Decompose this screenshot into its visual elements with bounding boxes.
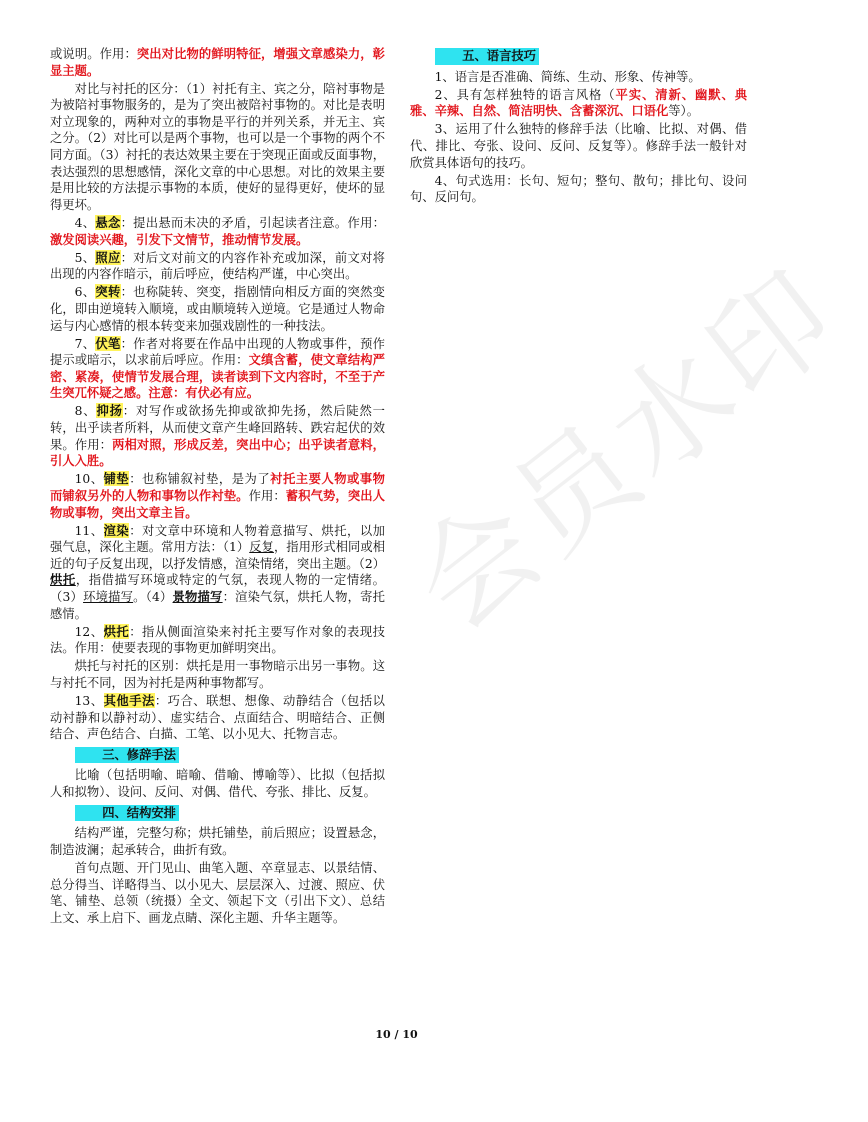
item-language-4: 4、句式选用：长句、短句；整句、散句；排比句、设问句、反问句。 [410,173,747,205]
paragraph-contrast-vs-foil: 对比与衬托的区分：（1）衬托有主、宾之分，陪衬事物是为被陪衬事物服务的，是为了突出被陪衬事物的。对比是表明对立现象的，两种对立的事物是平行的并列关系，并无主、宾之分。（2）对比可以是两个事物，也可以是一个事物的两个不同方面。（3）衬托的表达效果主要在于突现正面或反面事物，表达强烈的思想感情，深化文章的中心思想。对比的效果主要是用比较的方法提示事物的本质，使好的显得更好，使坏的显得更坏。 [50,81,385,212]
left-column [50,46,385,928]
term-other-techniques: 其他手法 [103,693,155,709]
item-backdrop: 12、烘托：指从侧面渲染来衬托主要写作对象的表现技法。作用：使要表现的事物更加鲜明突出。 [50,623,385,656]
section-heading-structure: 四、结构安排 [75,805,179,822]
item-echo: 5、照应：对后文对前文的内容作补充或加深，前文对将出现的内容作暗示，前后呼应，使结构严谨，中心突出。 [50,249,385,282]
paragraph-backdrop-vs-foil: 烘托与衬托的区别：烘托是用一事物暗示出另一事物。这与衬托不同，因为衬托是两种事物都写。 [50,659,385,690]
term-echo: 照应 [95,249,121,265]
section-heading-language: 五、语言技巧 [435,48,539,65]
section-heading-rhetoric: 三、修辞手法 [75,747,179,764]
item-language-1: 1、语言是否准确、简练、生动、形象、传神等。 [434,69,701,84]
term-rendering: 渲染 [103,522,130,538]
item-suspense: 4、悬念：提出悬而未决的矛盾，引起读者注意。作用：激发阅读兴趣，引发下文情节，推动情节发展。 [50,214,385,247]
paragraph-structure-1: 结构严谨，完整匀称；烘托铺垫，前后照应；设置悬念，制造波澜；起承转合，曲折有致。 [50,826,385,857]
right-column [410,46,747,207]
item-other-techniques: 13、其他手法：巧合、联想、想像、动静结合（包括以动衬静和以静衬动）、虚实结合、点面结合、明暗结合、正侧结合、声色结合、白描、工笔、以小见大、托物言志。 [50,693,385,742]
item-rendering: 11、渲染：对文章中环境和人物着意描写、烘托，以加强气息，深化主题。常用方法：（1）反复，指用形式相同或相近的句子反复出现，以抒发情感，渲染情绪，突出主题。（2）烘托，指借描写环境或特定的气氛，表现人物的一定情绪。（3）环境描写。（4）景物描写：渲染气氛，烘托人物，寄托感情。 [50,522,385,621]
term-foreshadowing: 伏笔 [95,335,121,351]
watermark: 会员水印 [388,242,865,657]
page-number: 10 / 10 [375,1028,418,1041]
term-setup: 铺垫 [103,471,130,487]
item-language-2: 2、具有怎样独特的语言风格（平实、清新、幽默、典雅、辛辣、自然、简洁明快、含蓄深沉、口语化等）。 [410,86,747,119]
item-foreshadowing: 7、伏笔：作者对将要在作品中出现的人物或事件，预作提示或暗示，以求前后呼应。作用：文缜含蓄，使文章结构严密、紧凑，使情节发展合理，读者读到下文内容时，不至于产生突兀怀疑之感。注意：有伏必有应。 [50,335,385,401]
term-contrast-turn: 抑扬 [96,403,123,419]
item-setup: 10、铺垫：也称铺叙衬垫，是为了衬托主要人物或事物而铺叙另外的人物和事物以作衬垫。作用：蓄积气势，突出人物或事物，突出文章主旨。 [50,471,385,520]
paragraph-rhetoric: 比喻（包括明喻、暗喻、借喻、博喻等）、比拟（包括拟人和拟物）、设问、反问、对偶、借代、夸张、排比、反复。 [50,768,385,800]
term-backdrop: 烘托 [103,623,130,639]
term-sudden-turn: 突转 [95,284,121,300]
paragraph-contrast-effect: 或说明。作用：突出对比物的鲜明特征，增强文章感染力，彰显主题。 [50,46,385,78]
item-sudden-turn: 6、突转：也称陡转、突变，指剧情向相反方面的突然变化，即由逆境转入顺境，或由顺境转入逆境。它是通过人物命运与内心感情的根本转变来加强戏剧性的一种技法。 [50,284,385,333]
term-suspense: 悬念 [95,214,121,230]
item-language-3: 3、运用了什么独特的修辞手法（比喻、比拟、对偶、借代、排比、夸张、设问、反问、反复等）。修辞手法一般针对欣赏具体语句的技巧。 [410,122,747,170]
item-contrast-turn: 8、抑扬：对写作或欲扬先抑或欲抑先扬，然后陡然一转，出乎读者所料，从而使文章产生峰回路转、跌宕起伏的效果。作用：两相对照，形成反差，突出中心；出乎读者意料，引人入胜。 [50,403,385,469]
paragraph-structure-2: 首句点题、开门见山、曲笔入题、卒章显志、以景结情、总分得当、详略得当、以小见大、层层深入、过渡、照应、伏笔、铺垫、总领（统摄）全文、领起下文（引出下文）、总结上文、承上启下、画龙点睛、深化主题、升华主题等。 [50,860,385,925]
